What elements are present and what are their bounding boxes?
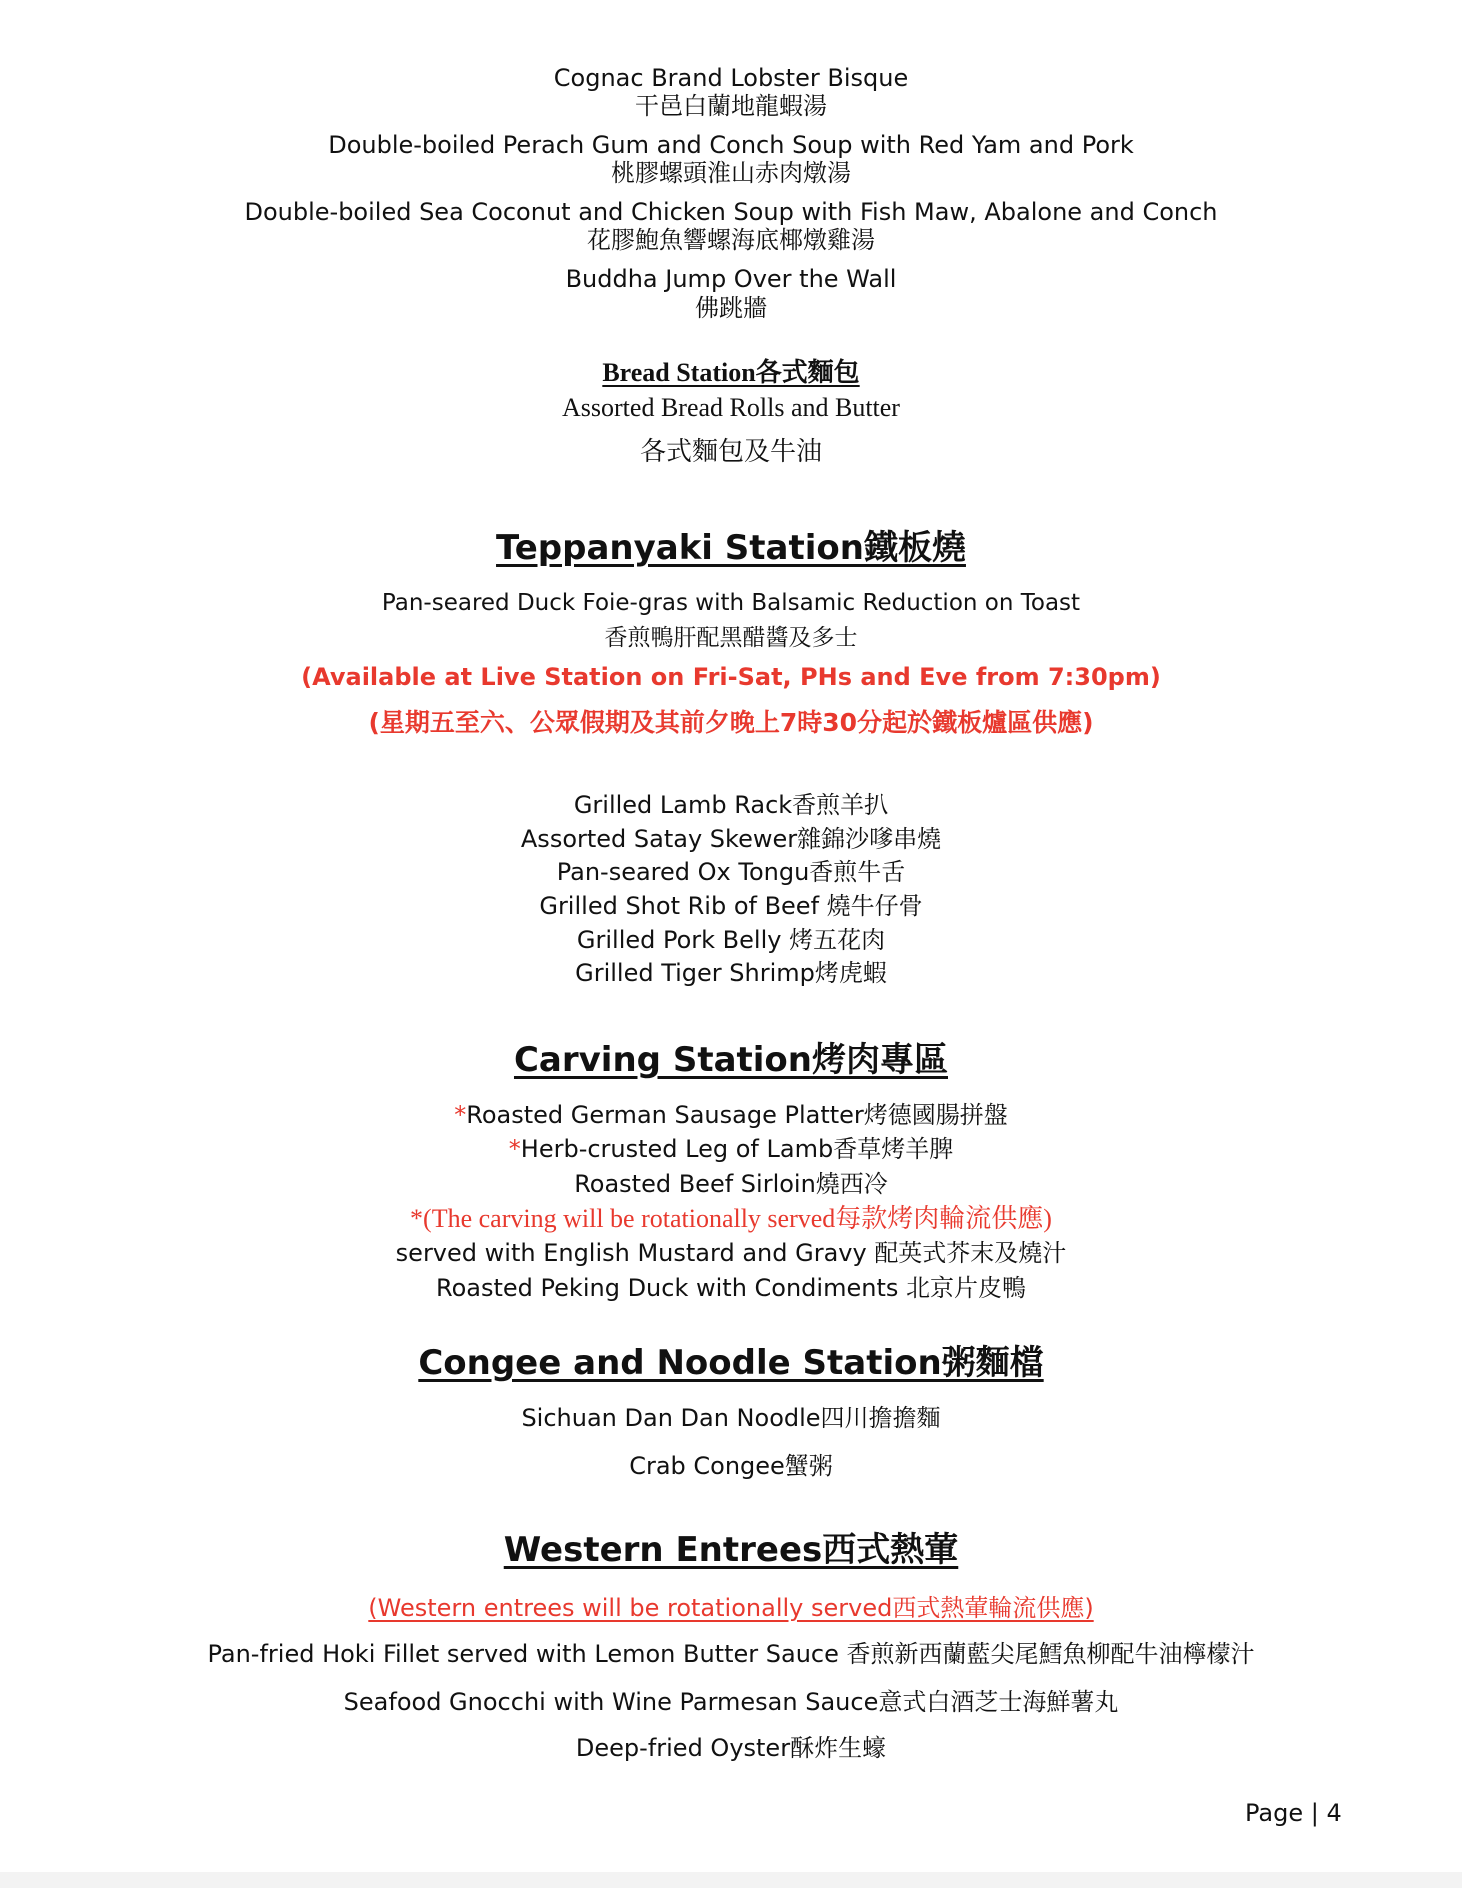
soup-item: 桃膠螺頭淮山赤肉燉湯	[611, 159, 851, 187]
carving-rotation-note: *(The carving will be rotationally served每款烤肉輪流供應)	[410, 1204, 1052, 1233]
teppanyaki-feature-en: Pan-seared Duck Foie-gras with Balsamic Reduction on Toast	[381, 590, 1081, 616]
bread-item: 各式麵包及牛油	[639, 437, 822, 466]
teppanyaki-item: Grilled Shot Rib of Beef 燒牛仔骨	[539, 892, 923, 920]
bread-station-heading: Bread Station各式麵包	[602, 358, 860, 387]
carving-item-label: Herb-crusted Leg of Lamb香草烤羊脾	[520, 1135, 954, 1163]
western-rotation-note: (Western entrees will be rotationally served西式熱葷輪流供應)	[368, 1594, 1094, 1622]
carving-item: Roasted Peking Duck with Condiments 北京片皮鴨	[436, 1274, 1026, 1302]
teppanyaki-item: Grilled Pork Belly 烤五花肉	[576, 926, 886, 954]
teppanyaki-item: Pan-seared Ox Tongu香煎牛舌	[556, 858, 906, 886]
asterisk-mark: *	[454, 1101, 467, 1129]
carving-item: Roasted Beef Sirloin燒西冷	[574, 1170, 888, 1198]
soup-item: Double-boiled Perach Gum and Conch Soup with Red Yam and Pork	[328, 131, 1134, 159]
page-bottom-edge	[0, 1872, 1462, 1888]
teppanyaki-item: Grilled Lamb Rack香煎羊扒	[573, 791, 889, 819]
teppanyaki-item: Assorted Satay Skewer雜錦沙嗲串燒	[520, 825, 942, 853]
carving-item	[0, 1099, 1462, 1131]
soup-item: Buddha Jump Over the Wall	[565, 265, 897, 293]
western-entrees-heading: Western Entrees西式熱葷	[503, 1530, 959, 1570]
carving-item: served with English Mustard and Gravy 配英式芥末及燒汁	[395, 1239, 1067, 1267]
teppanyaki-feature-zh: 香煎鴨肝配黑醋醬及多士	[604, 625, 858, 651]
congee-item: Sichuan Dan Dan Noodle四川擔擔麵	[521, 1404, 941, 1432]
soup-item: Cognac Brand Lobster Bisque	[553, 64, 909, 92]
teppanyaki-availability-note-en: (Available at Live Station on Fri-Sat, PHs and Eve from 7:30pm)	[301, 663, 1161, 691]
western-item: Pan-fried Hoki Fillet served with Lemon Butter Sauce 香煎新西蘭藍尖尾鱈魚柳配牛油檸檬汁	[207, 1640, 1255, 1668]
teppanyaki-availability-note-zh: (星期五至六、公眾假期及其前夕晚上7時30分起於鐵板爐區供應)	[368, 708, 1094, 737]
carving-station-heading: Carving Station烤肉專區	[513, 1040, 948, 1080]
western-item: Seafood Gnocchi with Wine Parmesan Sauce意式白酒芝士海鮮薯丸	[343, 1688, 1119, 1716]
teppanyaki-item: Grilled Tiger Shrimp烤虎蝦	[575, 959, 887, 987]
congee-item: Crab Congee蟹粥	[629, 1452, 833, 1480]
teppanyaki-station-heading: Teppanyaki Station鐵板燒	[496, 528, 966, 568]
carving-item	[0, 1133, 1462, 1165]
bread-item: Assorted Bread Rolls and Butter	[562, 393, 900, 422]
carving-item-label: Roasted German Sausage Platter烤德國腸拼盤	[466, 1101, 1008, 1129]
page-number: Page | 4	[1245, 1799, 1342, 1827]
western-item: Deep-fried Oyster酥炸生蠔	[575, 1734, 887, 1762]
congee-noodle-station-heading: Congee and Noodle Station粥麵檔	[418, 1343, 1044, 1383]
asterisk-mark: *	[508, 1135, 521, 1163]
soup-item: Double-boiled Sea Coconut and Chicken Soup with Fish Maw, Abalone and Conch	[244, 198, 1218, 226]
soup-item: 花膠鮑魚響螺海底椰燉雞湯	[587, 226, 875, 254]
soup-item: 佛跳牆	[695, 294, 767, 322]
soup-item: 干邑白蘭地龍蝦湯	[635, 92, 827, 120]
